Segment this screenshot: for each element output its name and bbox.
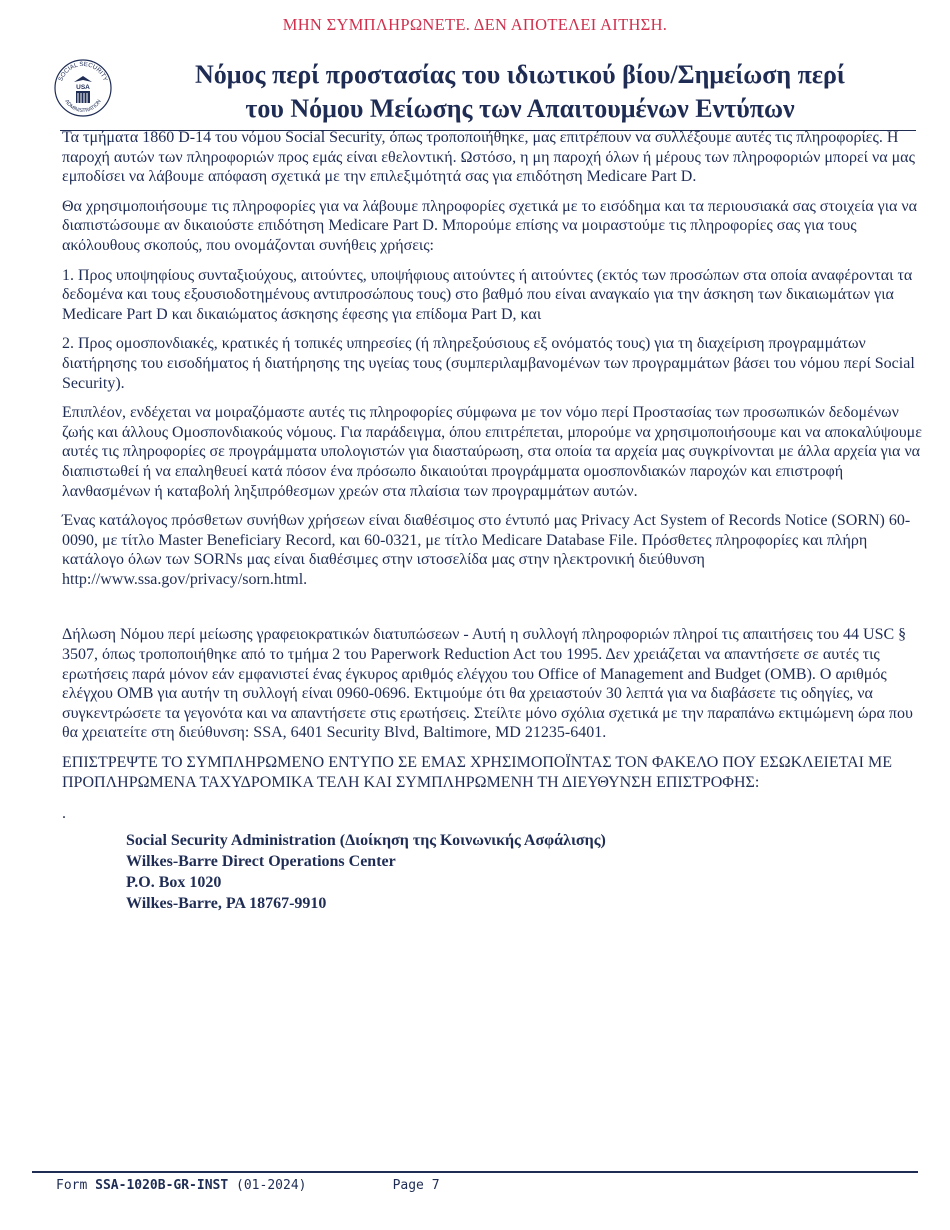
do-not-complete-notice: ΜΗΝ ΣΥΜΠΛΗΡΩΝΕΤΕ. ΔΕΝ ΑΠΟΤΕΛΕΙ ΑΙΤΗΣΗ. (282, 15, 668, 34)
address-line-4: Wilkes-Barre, PA 18767-9910 (126, 894, 327, 912)
footer-form-label: Form (56, 1178, 96, 1193)
footer-divider (32, 1171, 918, 1173)
page-title (120, 58, 920, 126)
ssa-seal-logo (53, 58, 113, 118)
document-body (62, 128, 924, 914)
seal-text-bottom: ADMINISTRATION (63, 98, 103, 115)
title-line-2: του Νόμου Μείωσης των Απαιτουμένων Εντύπων (245, 94, 795, 123)
paragraph-return-instructions: ΕΠΙΣΤΡΕΨΤΕ ΤΟ ΣΥΜΠΛΗΡΩΜΕΝΟ ΕΝΤΥΠΟ ΣΕ ΕΜΑΣ ΧΡΗΣΙΜΟΠΟΪΝΤΑΣ ΤΟΝ ΦΑΚΕΛΟ ΠΟΥ ΕΣΩΚΛΕΙΕΤΑΙ ΜΕ ΠΡΟΠΛΗΡΩΜΕΝΑ ΤΑΧΥΔΡΟΜΙΚΑ ΤΕΛΗ ΚΑΙ ΣΥΜΠΛΗΡΩΜΕΝΗ ΤΗ ΔΙΕΥΘΥΝΣΗ ΕΠΙΣΤΡΟΦΗΣ: (62, 754, 892, 791)
title-line-1: Νόμος περί προστασίας του ιδιωτικού βίου/Σημείωση περί (194, 60, 845, 89)
address-line-3: P.O. Box 1020 (126, 873, 222, 891)
paragraph-authority: Τα τμήματα 1860 D-14 του νόμου Social Security, όπως τροποποιήθηκε, μας επιτρέπουν να συλλέξουμε αυτές τις πληροφορίες. Η παροχή αυτών των πληροφοριών προς εμάς είναι εθελοντική. Ωστόσο, η μη παροχή όλων ή μέρους των πληροφοριών μπορεί να μας εμποδίσει να λάβουμε απόφαση σχετικά με την επιλεξιμότητά σας για επιδότηση Medicare Part D. (62, 129, 915, 186)
paragraph-sorn: Ένας κατάλογος πρόσθετων συνήθων χρήσεων είναι διαθέσιμος στο έντυπό μας Privacy Act System of Records Notice (SORN) 60-0090, με τίτλο Master Beneficiary Record, και 60-0321, με τίτλο Medicare Database File. Πρόσθετες πληροφορίες και πλήρη κατάλογο όλων των SORNs μας είναι διαθέσιμες στην ιστοσελίδα μας στην ηλεκτρονική διεύθυνση http://www.ssa.gov/privacy/sorn.html. (62, 512, 911, 588)
paragraph-use: Θα χρησιμοποιήσουμε τις πληροφορίες για να λάβουμε πληροφορίες σχετικά με το εισόδημα και τα περιουσιακά σας στοιχεία για να διαπιστώσουμε αν δικαιούστε επιδότηση Medicare Part D. Μπορούμε επίσης να μοιραστούμε τις πληροφορίες σας για τους ακόλουθους σκοπούς, που ονομάζονται συνήθεις χρήσεις: (62, 197, 918, 254)
address-line-2: Wilkes-Barre Direct Operations Center (126, 852, 396, 870)
footer-form-number: SSA-1020B-GR-INST (95, 1178, 229, 1193)
footer-page-number: Page 7 (392, 1178, 440, 1193)
address-line-1: Social Security Administration (Διοίκηση της Κοινωνικής Ασφάλισης) (126, 831, 606, 849)
paragraph-matching: Επιπλέον, ενδέχεται να μοιραζόμαστε αυτές τις πληροφορίες σύμφωνα με τον νόμο περί Προστασίας των προσωπικών δεδομένων ζωής και άλλους Ομοσπονδιακούς νόμους. Για παράδειγμα, όπου επιτρέπεται, μπορούμε να χρησιμοποιήσουμε και να αποκαλύψουμε αυτές τις πληροφορίες σε προγράμματα υπολογιστών για διασταύρωση, στα οποία τα αρχεία μας συγκρίνονται με άλλα αρχεία για να διαπιστωθεί ή να επαληθευεί κατά πόσον ένα πρόσωπο δικαιούται προγράμματα ομοσπονδιακών παροχών και επιστροφή λανθασμένων ή καταβολή ληξιπρόθεσμων χρεών στα πλαίσια των προγραμμάτων αυτών. (62, 404, 922, 500)
stray-dot: . (62, 805, 66, 823)
page-footer (56, 1178, 440, 1193)
seal-text-center: USA (76, 84, 90, 91)
mailing-address (126, 830, 924, 914)
seal-text-top: SOCIAL SECURITY (57, 60, 109, 83)
footer-edition: (01-2024) (228, 1178, 307, 1193)
paragraph-paperwork-reduction: Δήλωση Νόμου περί μείωσης γραφειοκρατικών διατυπώσεων - Αυτή η συλλογή πληροφοριών πληροί τις απαιτήσεις του 44 USC § 3507, όπως τροποποιήθηκε από το τμήμα 2 του Paperwork Reduction Act του 1995. Δεν χρειάζεται να απαντήσετε σε αυτές τις ερωτήσεις παρά μόνον εάν εμφανιστεί ένας έγκυρος αριθμός ελέγχου του Office of Management and Budget (OMB). Ο αριθμός ελέγχου OMB για αυτήν τη συλλογή είναι 0960-0696. Εκτιμούμε ότι θα χρειαστούν 30 λεπτά για να διαβάσετε τις οδηγίες, να συγκεντρώσετε τα γεγονότα και να απαντήσετε στις ερωτήσεις. Στείλτε μόνο σχόλια σχετικά με την παραπάνω εκτιμώμενη ώρα που θα χρειατείτε στη διεύθυνση: SSA, 6401 Security Blvd, Baltimore, MD 21235-6401. (62, 626, 913, 742)
paragraph-routine-use-1: 1. Προς υποψηφίους συνταξιούχους, αιτούντες, υποψήφιους αιτούντες ή αιτούντες (εκτός των προσώπων στα οποία αναφέρονται τα δεδομένα και τους εξουσιοδοτημένους αντιπροσώπους τους) στο βαθμό που είναι αναγκαίο για την άσκηση των δικαιωμάτων για Medicare Part D και δικαιώματος άσκησης έφεσης για επίδομα Part D, και (62, 266, 913, 323)
paragraph-routine-use-2: 2. Προς ομοσπονδιακές, κρατικές ή τοπικές υπηρεσίες (ή πληρεξούσιους εξ ονόματός τους) για τη διαχείριση προγραμμάτων διατήρησης του εισοδήματος ή διατήρησης της υγείας τους (συμπεριλαμβανομένων των προγραμμάτων βάσει του νόμου περί Social Security). (62, 335, 915, 392)
